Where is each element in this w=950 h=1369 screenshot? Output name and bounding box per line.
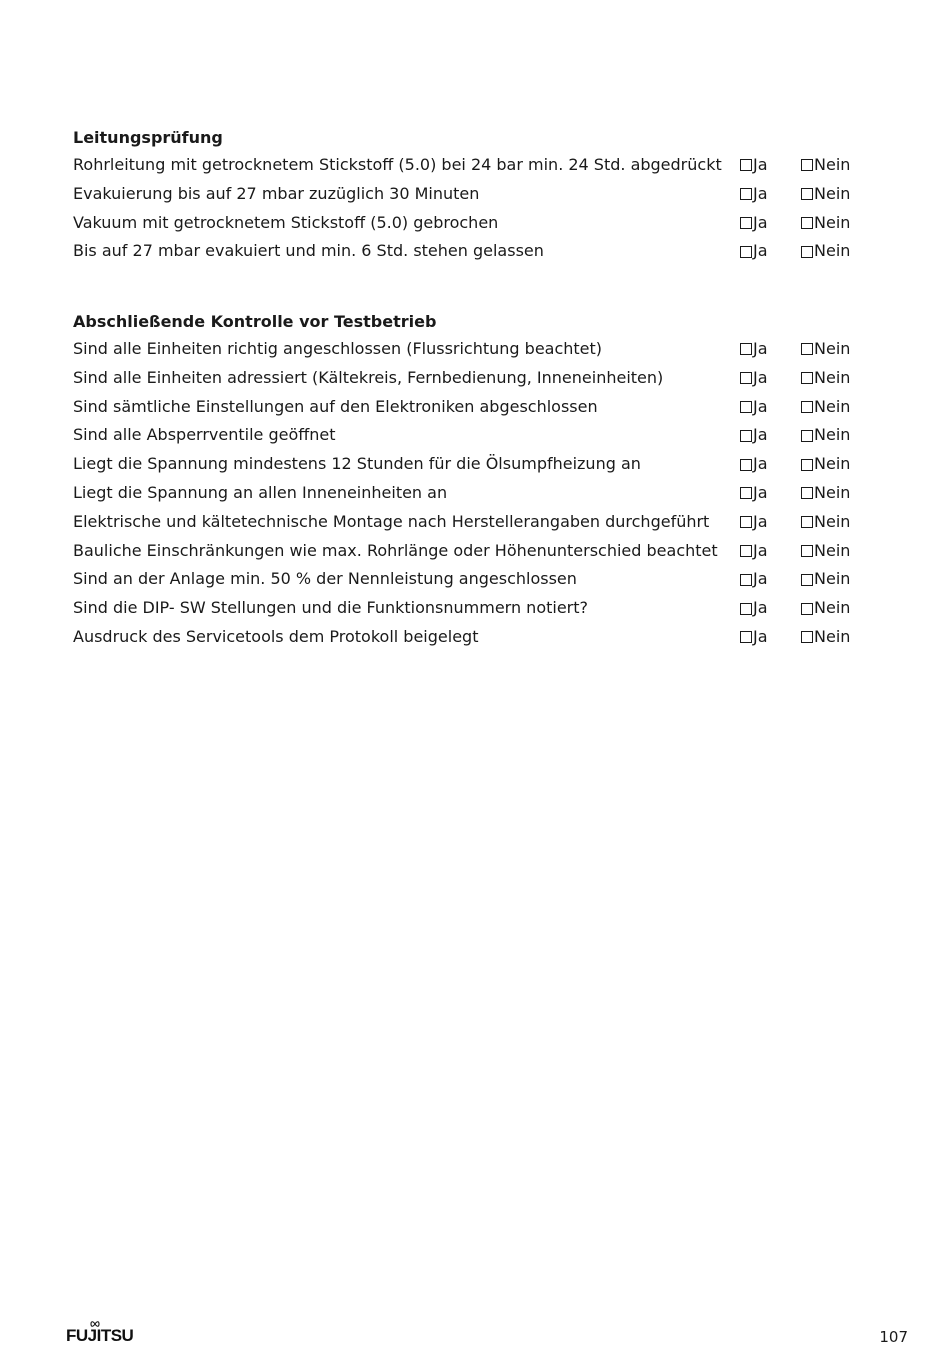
checkbox-icon: [801, 603, 813, 615]
checklist-row: [73, 393, 873, 422]
nein-checkbox[interactable]: Nein: [801, 623, 850, 652]
checklist-row: [73, 151, 873, 180]
checklist-row: [73, 508, 873, 537]
row-label: Ausdruck des Servicetools dem Protokoll beigelegt: [73, 626, 479, 646]
row-label: Sind alle Einheiten adressiert (Kältekreis, Fernbedienung, Inneneinheiten): [73, 367, 664, 387]
ja-checkbox[interactable]: Ja: [740, 335, 768, 364]
section-leitungspruefung: [73, 125, 873, 266]
row-label: Sind alle Absperrventile geöffnet: [73, 425, 336, 445]
nein-checkbox[interactable]: Nein: [801, 450, 850, 479]
checkbox-icon: [740, 459, 752, 471]
ja-checkbox[interactable]: Ja: [740, 180, 768, 209]
checkbox-icon: [740, 401, 752, 413]
ja-checkbox[interactable]: Ja: [740, 623, 768, 652]
nein-checkbox[interactable]: Nein: [801, 508, 850, 537]
section-abschliessende-kontrolle: [73, 309, 873, 652]
checklist-row: [73, 180, 873, 209]
nein-checkbox[interactable]: Nein: [801, 537, 850, 566]
checklist-row: [73, 565, 873, 594]
nein-checkbox[interactable]: Nein: [801, 565, 850, 594]
checkbox-icon: [801, 516, 813, 528]
checkbox-icon: [740, 159, 752, 171]
nein-checkbox[interactable]: Nein: [801, 479, 850, 508]
row-label: Rohrleitung mit getrocknetem Stickstoff (5.0) bei 24 bar min. 24 Std. abgedrückt: [73, 155, 722, 174]
ja-checkbox[interactable]: Ja: [740, 450, 768, 479]
checkbox-icon: [801, 217, 813, 229]
checkbox-icon: [801, 430, 813, 442]
checkbox-icon: [801, 246, 813, 258]
row-label: Sind sämtliche Einstellungen auf den Elektroniken abgeschlossen: [73, 396, 598, 416]
row-label: Bauliche Einschränkungen wie max. Rohrlänge oder Höhenunterschied beachtet: [73, 540, 718, 560]
checkbox-icon: [740, 430, 752, 442]
checklist-row: [73, 237, 873, 266]
nein-checkbox[interactable]: Nein: [801, 209, 850, 238]
checkbox-icon: [801, 188, 813, 200]
checkbox-icon: [801, 372, 813, 384]
checkbox-icon: [740, 631, 752, 643]
checkbox-icon: [801, 159, 813, 171]
ja-checkbox[interactable]: Ja: [740, 393, 768, 422]
row-label: Sind die DIP- SW Stellungen und die Funktionsnummern notiert?: [73, 598, 589, 618]
nein-checkbox[interactable]: Nein: [801, 393, 850, 422]
checklist-row: [73, 537, 873, 566]
checklist-row: [73, 209, 873, 238]
nein-checkbox[interactable]: Nein: [801, 594, 850, 623]
checklist-row: [73, 421, 873, 450]
checkbox-icon: [801, 631, 813, 643]
checkbox-icon: [740, 574, 752, 586]
row-label: Sind an der Anlage min. 50 % der Nennleistung angeschlossen: [73, 569, 577, 589]
row-label: Vakuum mit getrocknetem Stickstoff (5.0) gebrochen: [73, 212, 499, 232]
section-title: Abschließende Kontrolle vor Testbetrieb: [73, 312, 437, 331]
checklist-row: [73, 335, 873, 364]
checkbox-icon: [801, 545, 813, 557]
ja-checkbox[interactable]: Ja: [740, 364, 768, 393]
row-label: Elektrische und kältetechnische Montage nach Herstellerangaben durchgeführt: [73, 511, 710, 531]
ja-checkbox[interactable]: Ja: [740, 508, 768, 537]
ja-checkbox[interactable]: Ja: [740, 565, 768, 594]
checkbox-icon: [740, 246, 752, 258]
checkbox-icon: [740, 343, 752, 355]
checklist-row: [73, 594, 873, 623]
ja-checkbox[interactable]: Ja: [740, 594, 768, 623]
checkbox-icon: [801, 574, 813, 586]
row-label: Evakuierung bis auf 27 mbar zuzüglich 30 Minuten: [73, 183, 480, 203]
checkbox-icon: [801, 343, 813, 355]
row-label: Sind alle Einheiten richtig angeschlossen (Flussrichtung beachtet): [73, 339, 603, 358]
section-title: Leitungsprüfung: [73, 128, 223, 147]
ja-checkbox[interactable]: Ja: [740, 151, 768, 180]
ja-checkbox[interactable]: Ja: [740, 479, 768, 508]
ja-checkbox[interactable]: Ja: [740, 209, 768, 238]
nein-checkbox[interactable]: Nein: [801, 180, 850, 209]
checkbox-icon: [801, 487, 813, 499]
checkbox-icon: [740, 516, 752, 528]
ja-checkbox[interactable]: Ja: [740, 237, 768, 266]
checkbox-icon: [740, 487, 752, 499]
nein-checkbox[interactable]: Nein: [801, 151, 850, 180]
nein-checkbox[interactable]: Nein: [801, 335, 850, 364]
checkbox-icon: [740, 603, 752, 615]
row-label: Bis auf 27 mbar evakuiert und min. 6 Std. stehen gelassen: [73, 241, 544, 261]
checklist-row: [73, 364, 873, 393]
row-label: Liegt die Spannung an allen Inneneinheiten an: [73, 482, 448, 502]
ja-checkbox[interactable]: Ja: [740, 421, 768, 450]
checkbox-icon: [801, 459, 813, 471]
checklist-row: [73, 479, 873, 508]
nein-checkbox[interactable]: Nein: [801, 237, 850, 266]
checkbox-icon: [740, 372, 752, 384]
fujitsu-logo: FUJITSU: [66, 1326, 134, 1345]
nein-checkbox[interactable]: Nein: [801, 421, 850, 450]
page-number: 107: [879, 1328, 908, 1346]
checkbox-icon: [801, 401, 813, 413]
checklist-row: [73, 450, 873, 479]
nein-checkbox[interactable]: Nein: [801, 364, 850, 393]
checklist-row: [73, 623, 873, 652]
checkbox-icon: [740, 217, 752, 229]
checkbox-icon: [740, 188, 752, 200]
ja-checkbox[interactable]: Ja: [740, 537, 768, 566]
row-label: Liegt die Spannung mindestens 12 Stunden für die Ölsumpfheizung an: [73, 454, 641, 474]
checkbox-icon: [740, 545, 752, 557]
